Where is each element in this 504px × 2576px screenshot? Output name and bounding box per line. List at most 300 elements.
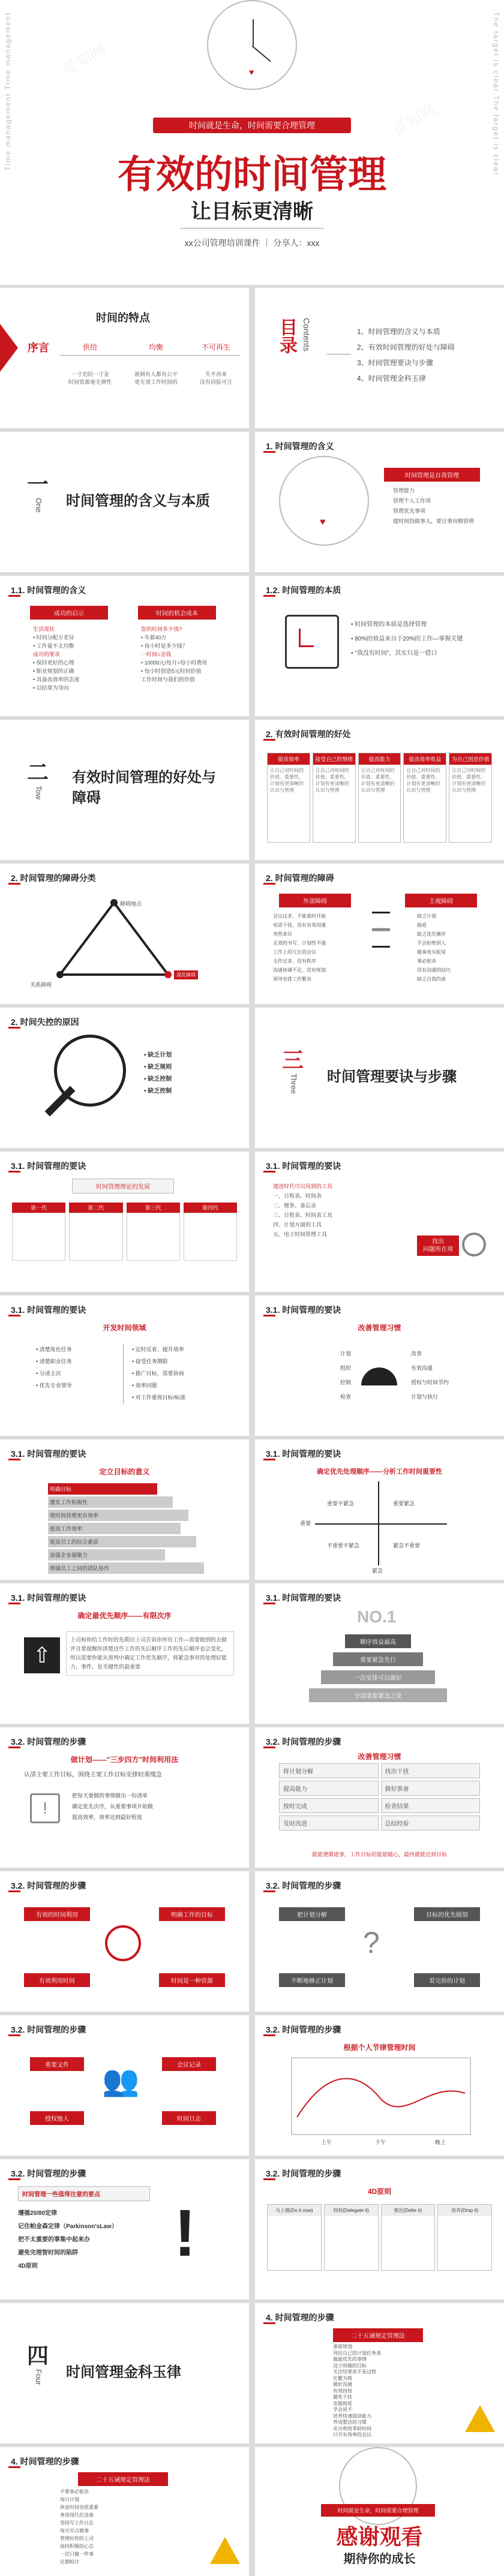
clock-square-icon (285, 615, 339, 669)
thanks-tagline: 时间就是生命，时间需要合理管理 (321, 2504, 435, 2517)
essence-item: • 80%的效益来自于20%的工作—掌握关键 (351, 636, 463, 642)
slide-header: 1.2. 时间管理的本质 (266, 585, 341, 595)
slide-header: 3.2. 时间管理的步骤 (11, 2169, 86, 2178)
header-bar (8, 1603, 20, 1604)
exclamation-icon: ! (174, 2196, 196, 2270)
slide-header: 3.2. 时间管理的步骤 (266, 2025, 341, 2034)
right-lines (141, 625, 207, 684)
habit-dome-icon (361, 1367, 397, 1385)
right-title: 主观障碍 (405, 894, 477, 907)
section-4-slide (0, 2303, 249, 2443)
rule: 休息时间也很重要 (60, 2505, 98, 2510)
line: 一、日程表、时间表 (273, 1193, 322, 1199)
toc-item[interactable]: 1、时间管理的含义与本质 (357, 327, 440, 336)
heart-icon: ♥ (320, 517, 326, 527)
header-bar (8, 1171, 20, 1173)
line: • 保持更好的心理 (33, 660, 74, 666)
rules-title: 二十五诫规定管理法 (333, 2328, 423, 2342)
rule: 化繁为简 (333, 2375, 352, 2381)
goal-row: 使时间管理更有效率 (48, 1510, 188, 1521)
item: 沟通协调不足，没有规划 (273, 967, 326, 973)
thanks-subtitle: 期待你的成长 (343, 2553, 416, 2566)
goal-row: 明确目标 (48, 1483, 157, 1495)
curve-label: 晚上 (435, 2139, 446, 2145)
item: 时间日志 (162, 2111, 216, 2125)
hourglass-icon (372, 912, 390, 948)
goal-row: 加强企业凝聚力 (48, 1549, 165, 1561)
header-bar (8, 1890, 20, 1892)
rules-list (333, 2344, 381, 2439)
plan-intro: 认清主要工作目标，围绕主要工作目标安排轻重缓急 (24, 1772, 162, 1778)
item: 重要文件 (30, 2057, 84, 2071)
axis-x (315, 1523, 447, 1525)
goal-slide (0, 1439, 249, 1580)
features-title: 时间的特点 (96, 312, 150, 324)
header-bar (8, 1747, 20, 1748)
header-bar (8, 1459, 20, 1460)
warning-triangle-icon (465, 2405, 495, 2432)
slide-header: 1. 时间管理的含义 (266, 441, 334, 451)
rule: 事前规划 (333, 2344, 352, 2349)
block: 有效的时间利用 (24, 1907, 90, 1921)
card-title: 时间管理是自我管理 (384, 468, 480, 482)
section-title: 时间管理的含义与本质 (66, 493, 210, 509)
habit-right (411, 1346, 449, 1404)
grid-cell: 提高能力 (279, 1781, 379, 1796)
cover-tagline: 时间就是生命，时间需要合理管理 (153, 118, 351, 133)
header-bar (263, 2322, 275, 2324)
habit-grid (279, 1763, 480, 1830)
golden-rules-slide (255, 2303, 504, 2443)
cover-author-line: xx公司管理培训课件 ｜ 分享人：xxx (184, 238, 320, 248)
line: • 年薪40万 (141, 635, 167, 641)
header-bar (263, 1890, 275, 1892)
quad: 紧急不重要 (393, 1543, 421, 1549)
rule: 不要事必躬亲 (60, 2489, 89, 2494)
habit: 控制 (340, 1379, 351, 1385)
resource-slide (0, 1871, 249, 2012)
header-bar (263, 739, 275, 741)
rule: 保持积极的心态 (60, 2544, 94, 2549)
slide-header: 2. 时间失控的原因 (11, 1017, 79, 1027)
clock-icon (105, 1925, 141, 1961)
card-item: 建时间段做事人，要让事向精管理 (393, 518, 475, 524)
cover-side-right: The target is clear The target is clear (492, 12, 500, 176)
line: • 每小时是多少钱？ (141, 643, 188, 649)
block: 目标的优先级别 (414, 1907, 480, 1921)
slide-header: 3.1. 时间管理的要诀 (11, 1161, 86, 1171)
habit: 有效沟通 (411, 1365, 433, 1371)
step: 重要紧急先行 (333, 1652, 423, 1666)
habit: 改善 (411, 1351, 422, 1357)
habit: 授权与时间节约 (411, 1379, 449, 1385)
grid-footer: 能能遵循建事，工作目标的能能随心，最终就能达到目标 (311, 1851, 447, 1857)
left-lines (33, 625, 80, 692)
slide-header: 3.1. 时间管理的要诀 (266, 1449, 341, 1459)
slide-header: 2. 时间管理的障碍分类 (11, 873, 96, 883)
item: 缺乏计划 (417, 913, 436, 919)
four-d-row (267, 2204, 492, 2271)
preface-slide (0, 288, 249, 428)
grid-cell: 将计划分解 (279, 1763, 379, 1778)
triangle-diagram (48, 897, 180, 987)
step: 分清重要紧急之处 (309, 1688, 447, 1702)
rule: 记住帕金森定律（Parkinson'sLaw） (18, 2223, 118, 2230)
feature-body: 失不再来 没有回报可言 (199, 371, 232, 385)
rule: 4D原则 (18, 2263, 38, 2270)
item: • 对工作重视目标/标准 (132, 1394, 186, 1400)
habit-slide (255, 1295, 504, 1436)
quad: 重要不紧急 (327, 1501, 355, 1507)
rule: 学会说不 (333, 2407, 352, 2412)
section-number: 三 (282, 1048, 304, 1072)
item: 不会拒绝别人 (417, 940, 446, 946)
axis-x-label: 紧急 (372, 1568, 383, 1574)
domain-left (36, 1343, 72, 1391)
arrow-up-icon: ⇧ (24, 1637, 60, 1673)
block: 把计划分解 (279, 1907, 345, 1921)
goal-row: 激发工作积极性 (48, 1496, 173, 1508)
left-list (273, 912, 326, 984)
line: 您的时间多少钱? (141, 626, 182, 632)
find-tag: 找出 问题所在项 (417, 1236, 459, 1256)
warning-icon: ! (30, 1793, 60, 1823)
header-bar (8, 1027, 20, 1029)
habit: 组织 (340, 1365, 351, 1371)
slide-header: 2. 有效时间管理的好处 (266, 729, 351, 739)
no1-label: NO.1 (357, 1607, 397, 1626)
gen-col: 第一代 (12, 1203, 65, 1261)
line: • 以结果为导向 (33, 685, 69, 691)
preface-chevron-icon (0, 324, 18, 372)
domain-title: 开发时间领域 (103, 1324, 146, 1332)
priority-matrix-slide (255, 1439, 504, 1580)
habit-left (291, 1346, 351, 1404)
section-1-slide (0, 432, 249, 572)
rhythm-curve (291, 2057, 471, 2135)
toc-item[interactable]: 2、有效时间管理的好处与障碍 (357, 343, 455, 351)
axis-y-label: 重要 (300, 1520, 311, 1526)
slide-header: 3.2. 时间管理的步骤 (11, 2025, 86, 2034)
slide-header: 4. 时间管理的步骤 (266, 2313, 334, 2322)
cover-subtitle: 让目标更清晰 (191, 200, 313, 223)
thanks-title: 感谢观看 (336, 2524, 423, 2549)
header-bar (263, 451, 275, 453)
feature-head: 均衡 (148, 343, 163, 351)
habit: 计划与执行 (411, 1394, 439, 1400)
header-bar (263, 1747, 275, 1748)
domain-divider (123, 1343, 124, 1403)
rule: 做好沟通 (333, 2382, 352, 2387)
grid-title: 改善管理习惯 (358, 1753, 401, 1761)
heart-icon: ♥ (249, 67, 254, 77)
rule: 设立明确的目标 (333, 2362, 367, 2368)
step: 一次安排可以做好 (321, 1670, 435, 1684)
header-bar (8, 2178, 20, 2180)
goal-row: 提高工作效率 (48, 1523, 181, 1534)
item: 文件过多、没有秩序 (273, 958, 316, 964)
rule: 培养快速阅读能力 (333, 2413, 371, 2419)
rhythm-title: 根据个人节律管理时间 (343, 2043, 416, 2052)
gen-col: 第三代 (127, 1203, 180, 1261)
section-number: 四 (27, 2343, 49, 2368)
steps-slide (255, 1583, 504, 1724)
block: 看完你的计划 (414, 1973, 480, 1987)
habit: 检查 (340, 1394, 351, 1400)
card-list (393, 486, 474, 527)
benefit-col: 提高能力 让自己对时间的价值、重要性、计划有更清晰的认识与管理 (358, 753, 401, 843)
toc-list (357, 324, 455, 386)
rule: 每日计划 (60, 2497, 79, 2502)
line: 一时间=金钱 (141, 651, 172, 657)
section-title: 时间管理要诀与步骤 (327, 1069, 457, 1085)
benefits-slide (255, 720, 504, 860)
item: 没有沟通的技巧 (417, 967, 451, 973)
rule: 有效授权 (333, 2388, 352, 2394)
line: • 每小时创造5元时间价值 (141, 668, 202, 674)
item: • 推广目标，需要协商 (132, 1370, 184, 1376)
section-en: Tow (34, 786, 43, 800)
rule: 列出自己的计划任务表 (333, 2350, 381, 2356)
item: 缺乏自我约束 (417, 976, 446, 982)
slide-header: 3.2. 时间管理的步骤 (11, 1881, 86, 1890)
rule: 关注结果而不是过程 (333, 2369, 376, 2374)
line: 生活现状 (33, 626, 55, 632)
grid-cell: 按时完成 (279, 1798, 379, 1813)
line: 二、便条、备忘录 (273, 1203, 317, 1209)
watermark: 觅知网 (59, 40, 109, 80)
habit: 计划 (340, 1351, 351, 1357)
header-bar (8, 883, 20, 885)
goal-rows (48, 1481, 204, 1576)
rule: 只开有效率的会议 (333, 2432, 371, 2437)
loss-item: • 缺乏控制 (144, 1088, 172, 1095)
quad: 不重要不紧急 (327, 1543, 360, 1549)
toc-en: Contents (302, 318, 311, 352)
header-bar (263, 1171, 275, 1173)
item: 把每天要做的事情做出一份清单 (72, 1793, 148, 1799)
grid-cell: 检查结果 (381, 1798, 481, 1813)
item: • 清楚角色任务 (36, 1346, 72, 1352)
item: 拖延 (417, 922, 427, 928)
magnifier-icon (462, 1233, 486, 1257)
item: 领导安排工作繁杂 (273, 976, 311, 982)
plan-slide (0, 1727, 249, 1868)
item: • 效率问题 (132, 1382, 157, 1388)
card-item: 管理能力 (393, 488, 415, 494)
slide-header: 1.1. 时间管理的含义 (11, 585, 86, 595)
block: 明确工作的目标 (159, 1907, 225, 1921)
habit-title: 改善管理习惯 (358, 1324, 401, 1332)
rule: 管理好你的上司 (60, 2536, 94, 2541)
theory-title: 时间管理理论的发展 (72, 1179, 174, 1194)
line: 成功的要求 (33, 651, 61, 657)
rules-title: 二十五诫规定管理法 (78, 2472, 168, 2486)
section-2-slide (0, 720, 249, 860)
slide-header: 3.1. 时间管理的要诀 (11, 1593, 86, 1603)
header-bar (263, 883, 275, 885)
slide-header: 3.1. 时间管理的要诀 (266, 1305, 341, 1315)
feature-body: 谁拥有人都有公平 更无须工作时间的 (134, 371, 178, 385)
header-bar (8, 2466, 20, 2468)
curve-label: 上午 (321, 2139, 332, 2145)
item: 做事虎头蛇尾 (417, 949, 446, 955)
goal-title: 定立目标的意义 (99, 1468, 150, 1476)
feature-rule (60, 355, 240, 356)
order-text: 上司和你给工作时的先期目上司告诉你所有工作—需要做到的去做并且要提醒你清楚这些工作的先后顺序工作的先后顺序也会变化，所以需要你能从预判中确定工作优先顺序，将紧急事对的处理好能力，事件，是关键性的最重要 (66, 1631, 234, 1676)
rule: 遵循20/80定律 (18, 2210, 58, 2217)
header-bar (8, 595, 20, 597)
item: • 清楚职业任务 (36, 1358, 72, 1364)
item: 无效的书写、计划性不强 (273, 940, 326, 946)
plan-title: 做计划——"三步四方"时间利用法 (70, 1756, 179, 1764)
section-en: Four (34, 2369, 43, 2385)
cover-side-left: Time management Time management (4, 12, 12, 171)
thanks-slide (255, 2447, 504, 2576)
section-title: 时间管理金科玉律 (66, 2364, 181, 2380)
essence-item: • 时间管理的本质是选择管理 (351, 621, 427, 628)
question-icon: ? (363, 1926, 380, 1959)
warning-triangle-icon (210, 2537, 240, 2564)
notes-slide (0, 2159, 249, 2300)
item: 授权他人 (30, 2111, 84, 2125)
rule: 一次只做一件事 (60, 2551, 94, 2557)
item: 提高效率，效率达到最好程度 (72, 1814, 143, 1820)
rule: 做最优先的事情 (333, 2356, 367, 2362)
four-d-col: 推迟(Defer it) (381, 2204, 436, 2271)
grid-cell: 及时改进 (279, 1815, 379, 1830)
section-number: 二 (27, 760, 49, 784)
slide-header: 3.1. 时间管理的要诀 (11, 1449, 86, 1459)
goal-row: 增强员工之间的团队协作 (48, 1562, 204, 1574)
gen-col: 第四代 (184, 1203, 237, 1261)
loss-item: • 缺乏规则 (144, 1064, 172, 1071)
habit-grid-slide (255, 1727, 504, 1868)
line: • 时间分配方差异 (33, 635, 74, 641)
header-bar (263, 595, 275, 597)
section-3-slide (255, 1008, 504, 1148)
preface-label: 序言 (28, 342, 49, 354)
slide-header: 3.2. 时间管理的步骤 (266, 1881, 341, 1890)
left-title: 外部障碍 (279, 894, 351, 907)
header-bar (8, 1315, 20, 1316)
step: 顺序效益最高 (345, 1634, 411, 1648)
decompose-slide (255, 1871, 504, 2012)
item: 缺乏优先顺序 (417, 931, 446, 937)
item: 确定优先次序，从重要事项开始做 (72, 1803, 154, 1809)
block: 不断地修正计划 (279, 1973, 345, 1987)
toc-slide (255, 288, 504, 428)
section-en: One (34, 498, 43, 513)
benefit-col: 接受自己的情绪 让自己对时间的价值、重要性、计划有更清晰的认识与管理 (313, 753, 356, 843)
right-card-title: 时间的机会成本 (138, 606, 216, 620)
slide-header: 3.2. 时间管理的步骤 (266, 2169, 341, 2178)
benefit-cols (267, 753, 492, 843)
line: • 具备高效率的态度 (33, 677, 80, 683)
slide-header: 2. 时间管理的障碍 (266, 873, 334, 883)
item: 电话干扰，没有有效沟通 (273, 922, 326, 928)
rule: 克服拖延 (333, 2400, 352, 2406)
slide-header: 3.2. 时间管理的步骤 (11, 1737, 86, 1747)
obstacle-types-slide (0, 864, 249, 1004)
grid-cell: 找出干扰 (381, 1763, 481, 1778)
toc-item[interactable]: 4、时间管理金科玉律 (357, 374, 426, 383)
four-d-col: 授权(Delegate it) (324, 2204, 379, 2271)
section-title: 有效时间管理的好处与障碍 (72, 770, 216, 806)
feature-body: 一寸光阴一寸金 时间资源毫无弹性 (68, 371, 112, 385)
card-item: 管理个人工作项 (393, 498, 431, 504)
golden-rules-2-slide (0, 2447, 249, 2576)
gen-row (12, 1203, 237, 1261)
order-title: 确定最优先顺序——有限次序 (77, 1612, 172, 1620)
toc-item[interactable]: 3、时间管理要诀与步骤 (357, 359, 433, 367)
feature-head: 供给 (82, 343, 97, 351)
curve-label: 下午 (375, 2139, 386, 2145)
clock-illustration (207, 0, 297, 90)
node-label-red: 混乱障碍 (174, 970, 198, 979)
four-d-col: 马上做(Do it now) (267, 2204, 322, 2271)
item: • 接受任务期限 (132, 1358, 168, 1364)
tools-slide (255, 1152, 504, 1292)
rule: 把不太重要的事集中起来办 (18, 2237, 90, 2243)
essence-slide (255, 576, 504, 716)
line: 四、计划方面的工具 (273, 1222, 322, 1228)
feature-head: 不可再生 (201, 343, 230, 351)
feature-col (126, 342, 186, 386)
slide-header: 3.2. 时间管理的步骤 (266, 1737, 341, 1747)
grid-cell: 做好准备 (381, 1781, 481, 1796)
item: 会议过多，不能准时开始 (273, 913, 326, 919)
section-en: Three (289, 1074, 298, 1094)
grid-cell: 总结经验 (381, 1815, 481, 1830)
slide-header: 3.1. 时间管理的要诀 (266, 1161, 341, 1171)
essence-list (351, 618, 463, 661)
item: 突然来访 (273, 931, 292, 937)
line: 三、日程表、时间表工具 (273, 1212, 333, 1218)
loss-slide (0, 1008, 249, 1148)
plan-list (72, 1790, 153, 1823)
header-bar (263, 2178, 275, 2180)
rule: 充分利用零碎时间 (333, 2425, 371, 2431)
slide-header: 3.1. 时间管理的要诀 (11, 1305, 86, 1315)
rhythm-slide (255, 2015, 504, 2156)
header-bar (8, 2034, 20, 2036)
rule: 养成整洁的习惯 (333, 2419, 367, 2425)
meaning-detail-slide (0, 576, 249, 716)
rule: 每天早点做事 (60, 2528, 89, 2533)
clock-hand-minute (252, 46, 271, 62)
notes-title: 时间管理一些值得注意的要点 (18, 2186, 150, 2201)
four-d-slide (255, 2159, 504, 2300)
four-d-col: 放弃(Drop it) (437, 2204, 492, 2271)
benefit-col: 为自己创造价值 让自己对时间的价值、重要性、计划有更清晰的认识与管理 (449, 753, 492, 843)
header-bar (263, 2034, 275, 2036)
feature-col (186, 342, 246, 386)
item: • 定时反省、提升效率 (132, 1346, 184, 1352)
rule: 坚持写工作日志 (60, 2520, 94, 2526)
item: • 优先专业领导 (36, 1382, 72, 1388)
loss-item: • 缺乏计划 (144, 1052, 172, 1059)
cover-divider (180, 228, 324, 229)
line: • 职业规划的正确 (33, 668, 74, 674)
tools-people-slide (0, 2015, 249, 2156)
toc-title: 目录 (277, 318, 296, 354)
benefit-col: 提高效率收益 让自己对时间的价值、重要性、计划有更清晰的认识与管理 (403, 753, 446, 843)
rules-list (60, 2488, 98, 2566)
feature-col (60, 342, 120, 386)
meaning-slide (255, 432, 504, 572)
loss-list (144, 1050, 172, 1098)
